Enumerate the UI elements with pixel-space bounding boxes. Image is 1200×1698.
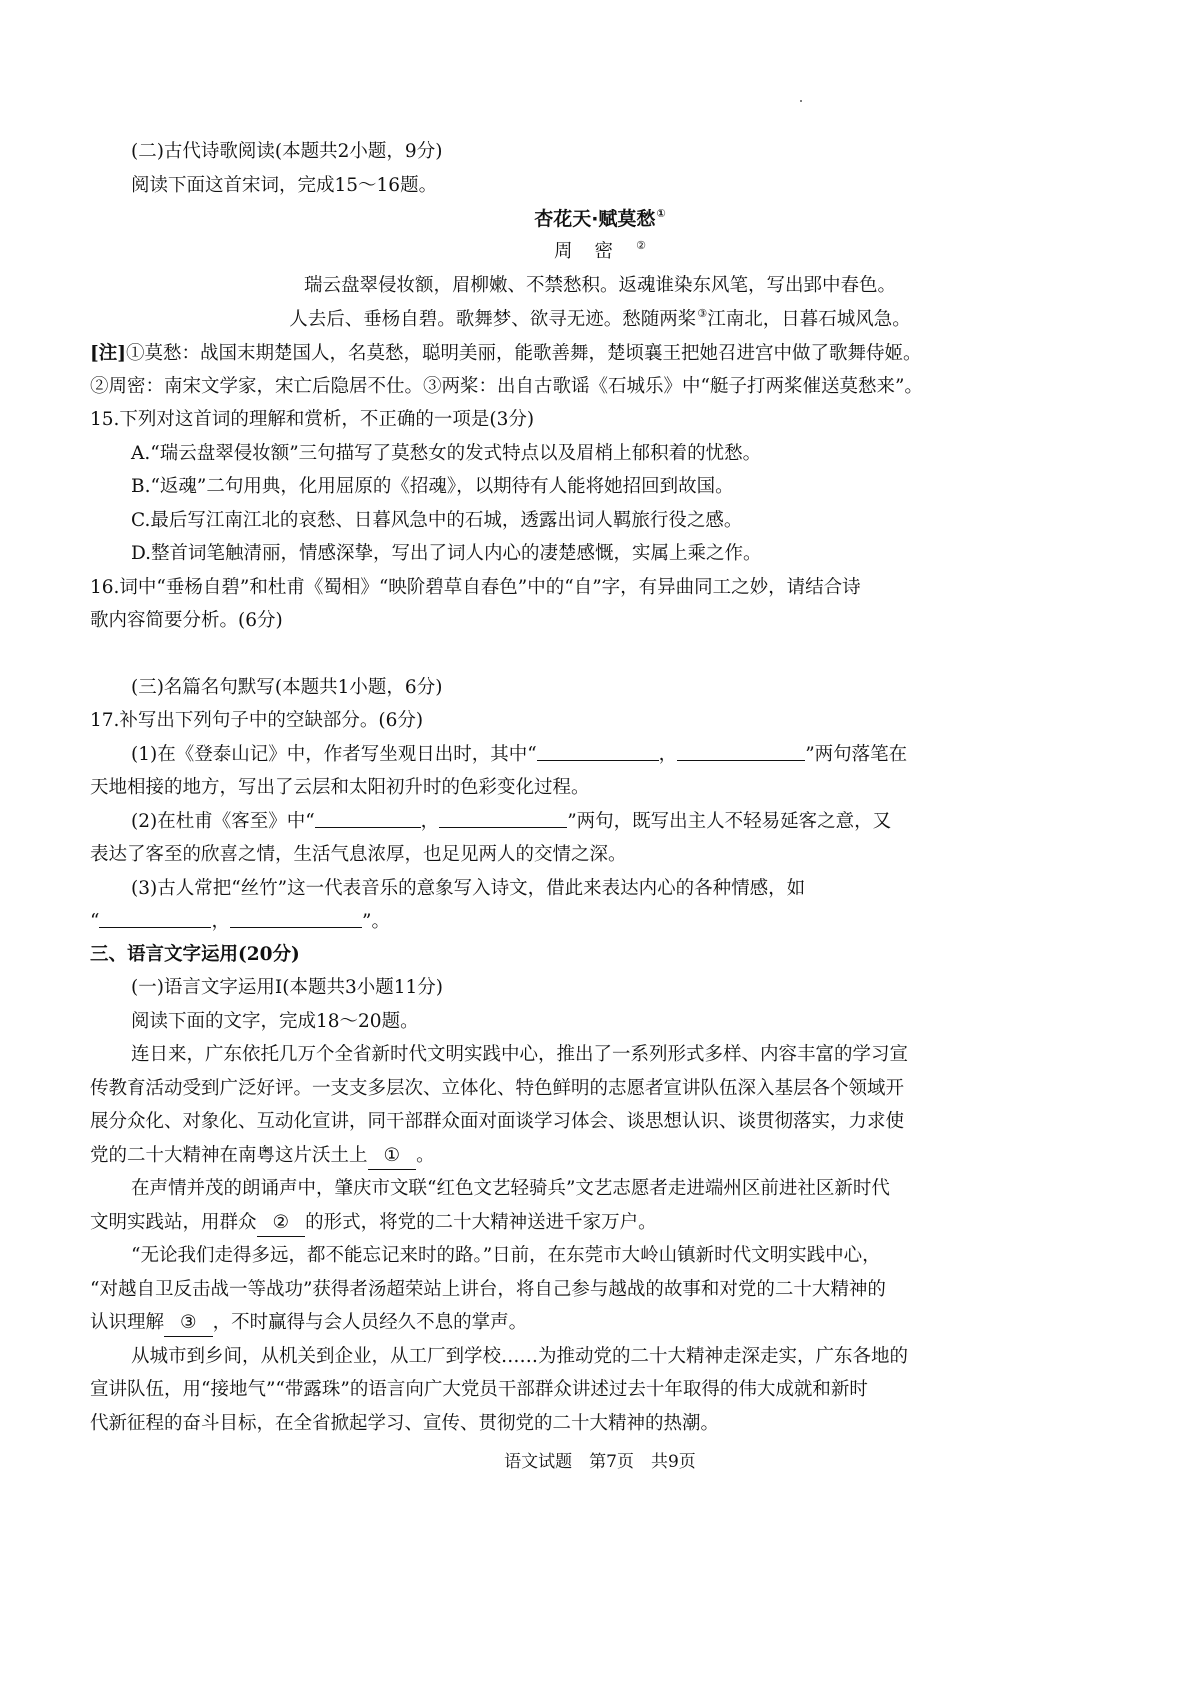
poem-title [0, 206, 1200, 235]
note-1-text: ①莫愁：战国末期楚国人，名莫愁，聪明美丽，能歌善舞，楚顷襄王把她召进宫中做了歌舞侍姬。 [126, 343, 922, 364]
q15-option-a: A.“瑞云盘翠侵妆额”三句描写了莫愁女的发式特点以及眉梢上郁积着的忧愁。 [131, 443, 762, 464]
sub1-heading: (一)语言文字运用Ⅰ(本题共3小题11分) [131, 977, 443, 998]
passage-p2-l2 [90, 1210, 657, 1237]
passage-p4-l2: 宣讲队伍，用“接地气”“带露珠”的语言向广大党员干部群众讲述过去十年取得的伟大成就和新时 [90, 1379, 868, 1400]
q17-1-start: (1)在《登泰山记》中，作者写坐观日出时，其中“ [131, 744, 537, 765]
poem-line-1: 瑞云盘翠侵妆额，眉柳嫩、不禁愁积。返魂谁染东风笔，写出郢中春色。 [303, 275, 896, 296]
poem-title-note: ① [656, 207, 666, 220]
passage-p2-l2b: 的形式，将党的二十大精神送进千家万户。 [305, 1212, 657, 1233]
passage-p1-l3: 展分众化、对象化、互动化宣讲，同干部群众面对面谈学习体会、谈思想认识、谈贯彻落实，力求使 [90, 1111, 905, 1132]
sub1-instruction: 阅读下面的文字，完成18～20题。 [131, 1011, 419, 1032]
blank-3[interactable]: ③ [164, 1310, 213, 1337]
q17-item-2-line-2: 表达了客至的欣喜之情，生活气息浓厚，也足见两人的交情之深。 [90, 844, 627, 865]
q15-option-b: B.“返魂”二句用典，化用屈原的《招魂》，以期待有人能将她招回到故国。 [131, 476, 734, 497]
passage-p3-l3 [90, 1310, 527, 1337]
comma: ， [211, 911, 230, 932]
answer-blank[interactable] [315, 809, 421, 828]
q17-2-start: (2)在杜甫《客至》中“ [131, 811, 315, 832]
section3-heading: (三)名篇名句默写(本题共1小题，6分) [131, 677, 443, 698]
q17-item-1 [131, 742, 907, 768]
answer-blank[interactable] [99, 909, 211, 928]
note-1 [90, 341, 922, 367]
passage-p3-l2: “对越自卫反击战一等战功”获得者汤超荣站上讲台，将自己参与越战的故事和对党的二十大精神的 [90, 1279, 886, 1300]
passage-p3-l3a: 认识理解 [90, 1312, 165, 1333]
q16-line-1: 16.词中“垂杨自碧”和杜甫《蜀相》“映阶碧草自春色”中的“自”字，有异曲同工之妙，请结合诗 [90, 577, 861, 598]
poem-author-note: ② [636, 239, 646, 252]
q17-item-2 [131, 809, 891, 835]
note-2: ②周密：南宋文学家，宋亡后隐居不仕。③两桨：出自古歌谣《石城乐》中“艇子打两桨催送莫愁来”。 [90, 376, 923, 397]
passage-p4-l1: 从城市到乡间，从机关到企业，从工厂到学校……为推动党的二十大精神走深走实，广东各地的 [131, 1346, 909, 1367]
answer-blank[interactable] [439, 809, 567, 828]
q17-3-end: ”。 [361, 911, 390, 932]
comma: ， [420, 811, 440, 832]
q17-2-end: ”两句，既写出主人不轻易延客之意，又 [567, 811, 892, 832]
blank-1[interactable]: ① [368, 1143, 417, 1170]
passage-p1-l2: 传教育活动受到广泛好评。一支支多层次、立体化、特色鲜明的志愿者宣讲队伍深入基层各个领域开 [90, 1078, 905, 1099]
poem-line-2b: 江南北，日暮石城风急。 [707, 309, 911, 330]
q17-item-3-line-2 [90, 909, 390, 935]
passage-p3-l1: “无论我们走得多远，都不能忘记来时的路。”日前，在东莞市大岭山镇新时代文明实践中心， [131, 1245, 881, 1266]
section2-heading: (二)古代诗歌阅读(本题共2小题，9分) [131, 141, 443, 162]
passage-p1-l4 [90, 1143, 435, 1170]
q15-stem: 15.下列对这首词的理解和赏析，不正确的一项是(3分) [90, 409, 535, 430]
q16-line-2: 歌内容简要分析。(6分) [90, 610, 283, 631]
poem-title-text: 杏花天·赋莫愁 [534, 208, 656, 230]
section2-instruction: 阅读下面这首宋词，完成15～16题。 [131, 175, 438, 196]
q15-option-c: C.最后写江南江北的哀愁、日暮风急中的石城，透露出词人羁旅行役之感。 [131, 510, 743, 531]
q17-stem: 17.补写出下列句子中的空缺部分。(6分) [90, 710, 424, 731]
q17-3-start: “ [90, 911, 100, 932]
page-footer: 语文试题 第7页 共9页 [504, 1452, 696, 1472]
passage-p1-l4b: 。 [416, 1145, 435, 1166]
q15-option-d: D.整首词笔触清丽，情感深挚，写出了词人内心的凄楚感慨，实属上乘之作。 [131, 543, 762, 564]
q17-item-1-line-2: 天地相接的地方，写出了云层和太阳初升时的色彩变化过程。 [90, 777, 590, 798]
answer-blank[interactable] [537, 742, 659, 761]
passage-p3-l3b: ，不时赢得与会人员经久不息的掌声。 [212, 1312, 528, 1333]
comma: ， [658, 744, 678, 765]
speck [800, 100, 802, 102]
poem-line-2 [0, 307, 1200, 335]
q17-item-3: (3)古人常把“丝竹”这一代表音乐的意象写入诗文，借此来表达内心的各种情感，如 [131, 878, 806, 899]
q17-1-end: ”两句落笔在 [805, 744, 908, 765]
passage-p1-l1: 连日来，广东依托几万个全省新时代文明实践中心，推出了一系列形式多样、内容丰富的学习宣 [131, 1044, 909, 1065]
answer-blank[interactable] [677, 742, 805, 761]
passage-p4-l3: 代新征程的奋斗目标，在全省掀起学习、宣传、贯彻党的二十大精神的热潮。 [90, 1413, 720, 1434]
answer-blank[interactable] [230, 909, 362, 928]
passage-p1-l4a: 党的二十大精神在南粤这片沃土上 [90, 1145, 368, 1166]
note-label: [注] [90, 343, 127, 364]
poem-author [0, 239, 1200, 267]
part3-heading: 三、语言文字运用(20分) [90, 944, 300, 965]
passage-p2-l2a: 文明实践站，用群众 [90, 1212, 257, 1233]
passage-p2-l1: 在声情并茂的朗诵声中，肇庆市文联“红色文艺轻骑兵”文艺志愿者走进端州区前进社区新时代 [131, 1178, 890, 1199]
poem-line-2a: 人去后、垂杨自碧。歌舞梦、欲寻无迹。愁随两桨 [289, 309, 697, 330]
blank-2[interactable]: ② [257, 1210, 306, 1237]
poem-line-2-note: ③ [697, 307, 708, 320]
poem-author-text: 周密 [554, 241, 636, 262]
